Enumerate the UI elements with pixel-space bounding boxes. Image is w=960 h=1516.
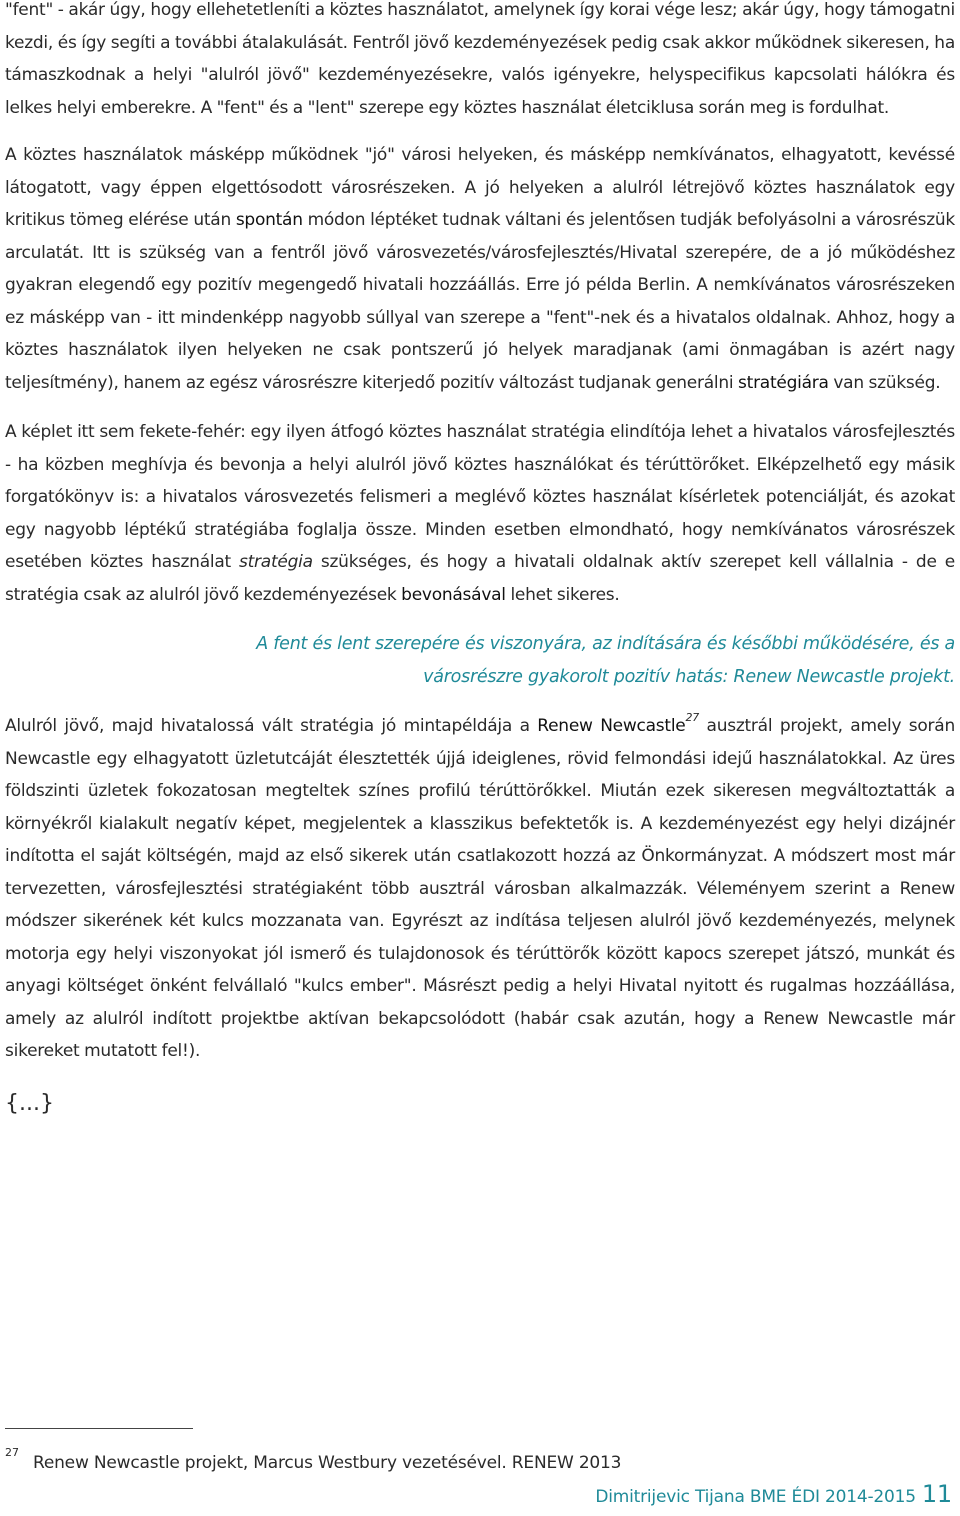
paragraph-3-text-b: szükséges, és hogy a hivatali oldalnak aktív szerepet kell vállalnia - de e stratégia csak az alulról jövő kezdeményezések bbox=[5, 552, 955, 605]
footer-author-line: Dimitrijevic Tijana BME ÉDI 2014-2015 bbox=[595, 1487, 916, 1507]
omission-marker: {...} bbox=[5, 1090, 54, 1116]
section-heading-quote bbox=[5, 628, 955, 693]
quote-line-1: A fent és lent szerepére és viszonyára, az indítására és későbbi működésére, és a bbox=[256, 634, 955, 654]
paragraph-2-text-b: módon léptéket tudnak váltani és jelentősen tudják befolyásolni a városrészük arculatát. Itt is szükség van a fentről jövő városvezetés/városfejlesztés/Hivatal szerepére, de a jó működéshez gyakran elegendő egy pozitív megengedő hivatali hozzáállás. Erre jó példa Berlin. A nemkívánatos városrészeken ez másképp van - itt mindenképp nagyobb súllyal van szerepe a "fent"-nek és a hivatalos oldalnak. Ahhoz, hogy a köztes használatok ilyen helyeken ne csak pontszerű jó helyek maradjanak (ami önmagában is azért nagy teljesítmény), hanem az egész városrészre kiterjedő pozitív változást tudjanak generálni bbox=[5, 210, 955, 393]
page-number: 11 bbox=[921, 1480, 952, 1508]
paragraph-2 bbox=[5, 139, 955, 399]
paragraph-4-text-a: Alulról jövő, majd hivatalossá vált stratégia jó mintapéldája a bbox=[5, 716, 538, 736]
emphasis-strategia: stratégia bbox=[239, 552, 313, 572]
footnote-text: Renew Newcastle projekt, Marcus Westbury vezetésével. RENEW 2013 bbox=[33, 1453, 622, 1473]
document-page bbox=[5, 0, 955, 1120]
paragraph-4-text-b: ausztrál projekt, amely során Newcastle egy elhagyatott üzletutcáját élesztették újjá ideiglenes, rövid felmondási idejű használatokkal. Az üres földszinti üzletek fokozatosan megteltek színes profilú térúttörőkkel. Miután ezek sikeresen megváltoztatták a környékről kialakult negatív képet, megjelentek a klasszikus befektetők is. A kezdeményezést egy helyi dizájnér indította el saját költségén, majd az első sikerek után csatlakozott hozzá az Önkormányzat. A módszert most már tervezetten, városfejlesztési stratégiaként több ausztrál városban alkalmazzák. Véleményem szerint a Renew módszer sikerének két kulcs mozzanata van. Egyrészt az indítása teljesen alulról jövő kezdeményezés, melynek motorja egy helyi viszonyokat jól ismerő és tulajdonosok és térúttörők között kapocs szerepet játszó, munkát és anyagi költséget önként felvállaló "kulcs ember". Másrészt pedig a helyi Hivatal nyitott és rugalmas hozzáállása, amely az alulról indított projektbe aktívan bekapcsolódott (habár csak azután, hogy a Renew Newcastle már sikereket mutatott fel!). bbox=[5, 716, 955, 1061]
page-footer bbox=[595, 1480, 952, 1508]
footnote-divider bbox=[5, 1428, 193, 1429]
paragraph-2-text-a: A köztes használatok másképp működnek "jó" városi helyeken, és másképp nemkívánatos, elhagyatott, kevéssé látogatott, vagy éppen elgettósodott városrészeken. A jó helyeken a alulról létrejövő köztes használatok egy kritikus tömeg elérése után bbox=[5, 145, 955, 230]
highlight-renew-newcastle: Renew Newcastle bbox=[537, 716, 686, 736]
paragraph-4 bbox=[5, 710, 955, 1068]
highlight-strategiara: stratégiára bbox=[738, 372, 829, 393]
paragraph-3-text-a: A képlet itt sem fekete-fehér: egy ilyen átfogó köztes használat stratégia elindítója lehet a hivatalos városfejlesztés - ha közben meghívja és bevonja a helyi alulról jövő köztes használókat és térúttörőket. Elképzelhető egy másik forgatókönyv is: a hivatalos városvezetés felismeri a meglévő köztes használat kísérletek potenciálját, és azokat egy nagyobb léptékű stratégiába foglalja össze. Minden esetben elmondható, hogy nemkívánatos városrészek esetében köztes használat bbox=[5, 422, 955, 572]
paragraph-3-text-c: lehet sikeres. bbox=[505, 584, 620, 605]
highlight-bevonasaval: bevonásával bbox=[401, 584, 506, 605]
paragraph-1: "fent" - akár úgy, hogy ellehetetleníti a köztes használatot, amelynek így korai vége lesz; akár úgy, hogy támogatni kezdi, és így segíti a további átalakulását. Fentről jövő kezdeményezések pedig csak akkor működnek sikeresen, ha támaszkodnak a helyi "alulról jövő" kezdeményezésekre, valós igényekre, helyspecifikus kapcsolati hálókra és lelkes helyi emberekre. A "fent" és a "lent" szerepe egy köztes használat életciklusa során meg is fordulhat. bbox=[5, 0, 955, 118]
highlight-spontan: spontán bbox=[235, 210, 303, 230]
footnote-reference[interactable]: 27 bbox=[685, 711, 700, 725]
quote-line-2: városrészre gyakorolt pozitív hatás: Renew Newcastle projekt. bbox=[423, 666, 955, 687]
paragraph-3 bbox=[5, 416, 955, 611]
footnote-number: 27 bbox=[5, 1446, 19, 1459]
paragraph-2-text-c: van szükség. bbox=[828, 372, 941, 393]
